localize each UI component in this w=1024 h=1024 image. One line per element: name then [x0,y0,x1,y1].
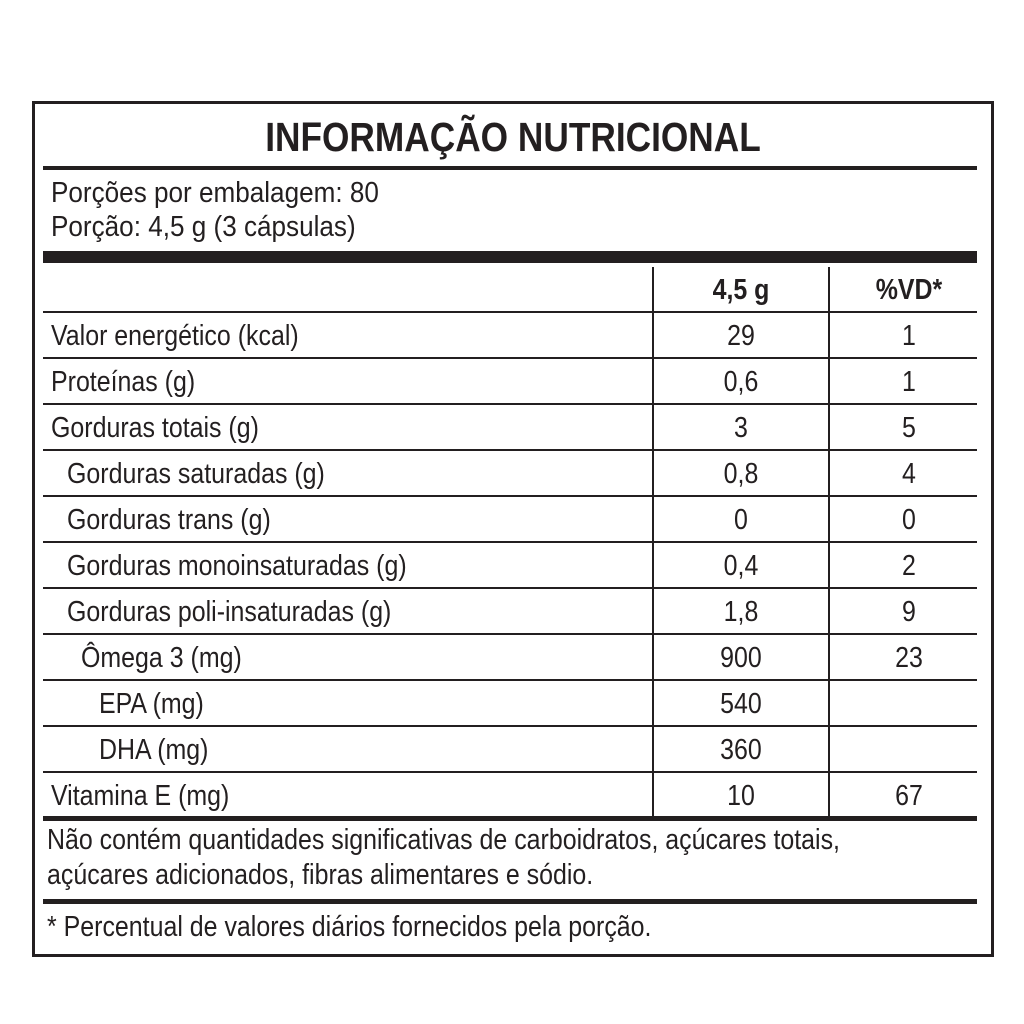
column-divider [652,267,654,819]
table-row [43,635,977,681]
label-title: INFORMAÇÃO NUTRICIONAL [265,114,761,160]
nutrient-amount: 360 [720,734,762,766]
nutrition-facts-label [32,101,994,957]
table-row [43,405,977,451]
nutrient-dv: 1 [902,366,916,398]
nutrient-dv: 9 [902,596,916,628]
nutrient-name: Gorduras saturadas (g) [67,458,325,490]
nutrient-amount: 3 [734,412,748,444]
footnote-divider [43,899,977,904]
table-row [43,497,977,543]
table-bottom-divider [43,816,977,821]
nutrient-name: Vitamina E (mg) [51,780,230,812]
nutrient-dv: 0 [902,504,916,536]
servings-per-package: Porções por embalagem: 80 [51,177,379,209]
note-line-1: Não contém quantidades significativas de carboidratos, açúcares totais, [47,824,840,856]
nutrient-name: Gorduras monoinsaturadas (g) [67,550,407,582]
nutrient-amount: 0,6 [723,366,759,398]
nutrient-name: Proteínas (g) [51,366,196,398]
nutrient-dv: 1 [902,320,916,352]
column-header-dv: %VD* [875,274,943,306]
nutrient-amount: 29 [727,320,755,352]
nutrient-dv: 2 [902,550,916,582]
footnote: * Percentual de valores diários fornecidos pela porção. [47,911,652,943]
nutrient-amount: 10 [727,780,755,812]
serving-divider [43,251,977,263]
title-divider [43,166,977,170]
table-row [43,313,977,359]
table-row [43,589,977,635]
nutrient-name: Valor energético (kcal) [51,320,299,352]
nutrient-name: Gorduras totais (g) [51,412,259,444]
table-row [43,681,977,727]
table-header-row [43,267,977,313]
table-row [43,727,977,773]
column-header-amount: 4,5 g [712,274,770,306]
nutrient-name: EPA (mg) [99,688,204,720]
nutrient-dv: 5 [902,412,916,444]
table-row [43,543,977,589]
nutrient-dv: 67 [895,780,923,812]
table-row [43,359,977,405]
nutrient-amount: 0,8 [723,458,759,490]
nutrient-name: DHA (mg) [99,734,209,766]
nutrient-name: Ômega 3 (mg) [81,642,242,674]
table-row [43,451,977,497]
nutrient-amount: 540 [720,688,762,720]
note-line-2: açúcares adicionados, fibras alimentares e sódio. [47,859,594,891]
nutrient-dv: 4 [902,458,916,490]
table-row [43,773,977,819]
column-divider [828,267,830,819]
nutrient-amount: 0 [734,504,748,536]
nutrient-amount: 0,4 [723,550,759,582]
serving-size: Porção: 4,5 g (3 cápsulas) [51,211,356,243]
nutrient-dv: 23 [895,642,923,674]
nutrient-amount: 1,8 [723,596,759,628]
nutrient-name: Gorduras trans (g) [67,504,271,536]
nutrient-amount: 900 [720,642,762,674]
nutrient-name: Gorduras poli-insaturadas (g) [67,596,392,628]
